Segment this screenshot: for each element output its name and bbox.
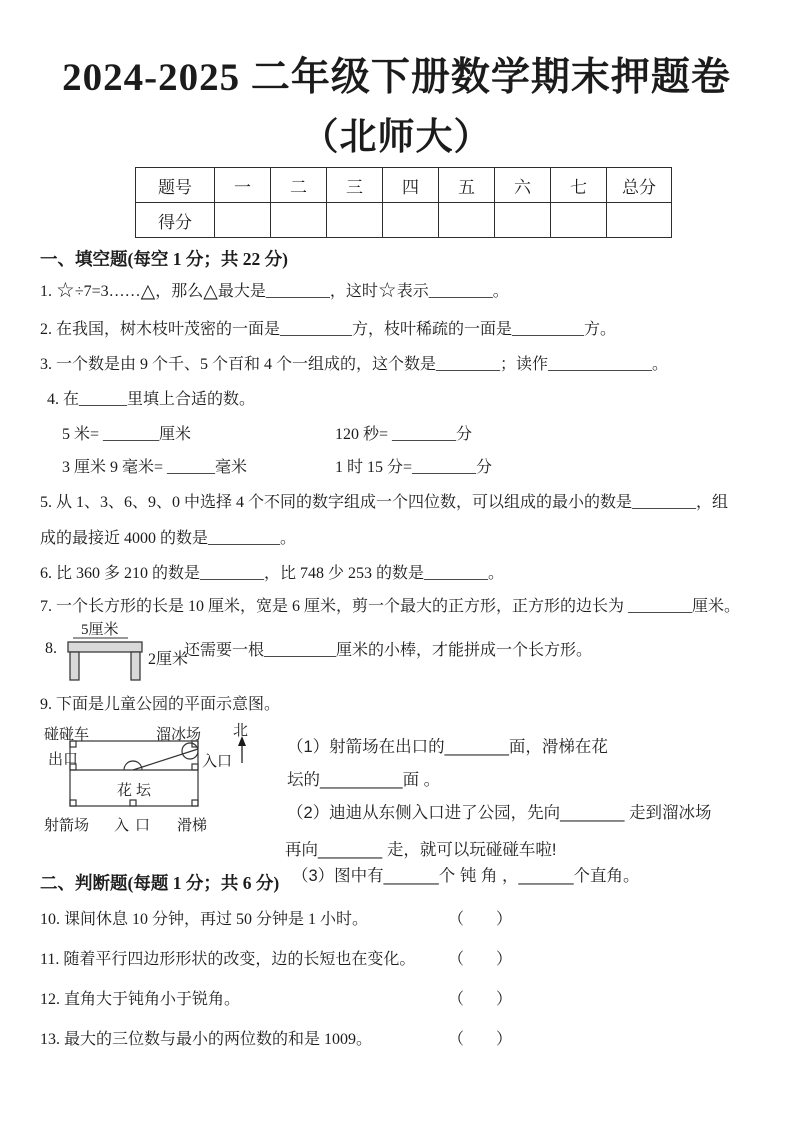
- q1-number: 1.: [40, 283, 56, 300]
- paper-title-line2: （北师大）: [301, 117, 492, 158]
- score-cell: [215, 203, 271, 238]
- score-table: [135, 167, 672, 238]
- q1-seg4: 表示________。: [396, 283, 509, 300]
- question-4-row2: [62, 454, 492, 477]
- answer-bracket: （ ）: [448, 911, 513, 928]
- q9-sub1-line1: （1）射箭场在出口的_______面，滑梯在花: [287, 738, 608, 756]
- q4-blank-meters: 5 米= _______厘米: [62, 426, 192, 443]
- score-table-corner: 题号: [136, 168, 215, 203]
- q9-sub2-line1: （2）迪迪从东侧入口进了公园，先向_______ 走到溜冰场: [287, 804, 712, 822]
- question-5-line2: 成的最接近 4000 的数是_________。: [40, 530, 297, 547]
- gate-marker-south: [130, 800, 136, 806]
- map-label-archery-range: 射箭场: [44, 818, 90, 834]
- question-8-number: 8.: [45, 640, 57, 657]
- score-table-col-7: 七: [551, 168, 607, 203]
- gate-marker-east: [192, 764, 198, 770]
- question-12: [40, 986, 512, 1009]
- question-7: 7. 一个长方形的长是 10 厘米，宽是 6 厘米，剪一个最大的正方形，正方形的边长为 ________厘米。: [40, 598, 741, 615]
- question-5-line1: 5. 从 1、3、6、9、0 中选择 4 个不同的数字组成一个四位数，可以组成的最小的数是________，组: [40, 494, 729, 511]
- map-label-exit: 出口: [48, 752, 79, 768]
- bench-top-dimension-label: 5厘米: [81, 622, 119, 638]
- q9-sub2-line2: 再向_______ 走，就可以玩碰碰车啦!: [285, 841, 557, 859]
- q1-seg3: 最大是________，这时: [217, 283, 378, 300]
- bench-left-leg: [70, 652, 79, 680]
- map-label-bumper-cars: 碰碰车: [44, 727, 90, 743]
- score-cell: [271, 203, 327, 238]
- triangle-symbol: △: [203, 281, 218, 302]
- map-label-slide: 滑梯: [177, 818, 208, 834]
- q11-text: 11. 随着平行四边形形状的改变，边的长短也在变化。: [40, 951, 416, 968]
- score-table-col-6: 六: [495, 168, 551, 203]
- score-table-col-5: 五: [439, 168, 495, 203]
- question-11: [40, 946, 512, 969]
- question-4-stem: 4. 在______里填上合适的数。: [47, 391, 256, 408]
- question-10: [40, 906, 512, 929]
- map-label-north: 北: [233, 723, 249, 739]
- score-cell: [327, 203, 383, 238]
- score-cell: [551, 203, 607, 238]
- paper-title-line1: 2024-2025 二年级下册数学期末押题卷: [62, 56, 731, 99]
- angle-arc: [124, 761, 142, 770]
- score-table-col-2: 二: [271, 168, 327, 203]
- question-2: 2. 在我国，树木枝叶茂密的一面是_________方，枝叶稀疏的一面是_________方。: [40, 321, 617, 338]
- answer-bracket: （ ）: [448, 1031, 513, 1048]
- park-map-diagram: [40, 713, 320, 848]
- score-table-col-total: 总分: [607, 168, 672, 203]
- question-4-row1: [62, 421, 472, 444]
- score-cell: [607, 203, 672, 238]
- q4-blank-seconds: 120 秒= ________分: [335, 426, 473, 443]
- score-table-header-row: [136, 168, 672, 203]
- question-6: 6. 比 360 多 210 的数是________，比 748 少 253 的数是________。: [40, 565, 505, 582]
- park-diagonal-path: [133, 749, 198, 770]
- score-table-col-4: 四: [383, 168, 439, 203]
- q13-text: 13. 最大的三位数与最小的两位数的和是 1009。: [40, 1031, 373, 1048]
- bench-right-leg: [131, 652, 140, 680]
- q1-seg2: ，那么: [155, 283, 204, 300]
- q4-blank-minutes: 1 时 15 分=________分: [335, 459, 493, 476]
- score-table-col-3: 三: [327, 168, 383, 203]
- score-row-label: 得分: [136, 203, 215, 238]
- map-label-east-entrance: 入口: [202, 754, 233, 770]
- triangle-symbol: △: [140, 281, 156, 302]
- q1-seg1: ÷7=3……: [74, 283, 141, 300]
- star-symbol: ☆: [56, 278, 75, 302]
- q9-sub3: （3）图中有______个 钝 角 ，______个直角。: [292, 867, 640, 885]
- question-1: [40, 278, 509, 301]
- question-8-text: 还需要一根_________厘米的小棒，才能拼成一个长方形。: [184, 642, 593, 659]
- corner-marker: [192, 800, 198, 806]
- corner-marker: [70, 800, 76, 806]
- answer-bracket: （ ）: [448, 991, 513, 1008]
- section2-heading: 二、判断题(每题 1 分；共 6 分): [40, 873, 280, 893]
- score-cell: [439, 203, 495, 238]
- star-symbol: ☆: [377, 278, 397, 302]
- bench-top-bar: [68, 642, 142, 652]
- score-cell: [495, 203, 551, 238]
- bench-side-dimension-label: 2厘米: [148, 651, 189, 668]
- section1-heading: 一、填空题(每空 1 分；共 22 分): [40, 249, 288, 269]
- map-label-skating-rink: 溜冰场: [156, 727, 202, 743]
- q10-text: 10. 课间休息 10 分钟，再过 50 分钟是 1 小时。: [40, 911, 369, 928]
- q9-sub1-line2: 坛的_________面 。: [287, 771, 441, 789]
- score-table-col-1: 一: [215, 168, 271, 203]
- q12-text: 12. 直角大于钝角小于锐角。: [40, 991, 241, 1008]
- map-label-flower-bed: 花坛: [117, 783, 156, 799]
- question-13: [40, 1026, 512, 1049]
- q4-blank-millimeters: 3 厘米 9 毫米= ______毫米: [62, 459, 248, 476]
- question-3: 3. 一个数是由 9 个千、5 个百和 4 个一组成的，这个数是________；读作_____________。: [40, 356, 669, 373]
- score-table-score-row: [136, 203, 672, 238]
- map-label-south-entrance: 入口: [114, 818, 157, 834]
- question-9-stem: 9. 下面是儿童公园的平面示意图。: [40, 696, 281, 713]
- score-cell: [383, 203, 439, 238]
- answer-bracket: （ ）: [448, 951, 513, 968]
